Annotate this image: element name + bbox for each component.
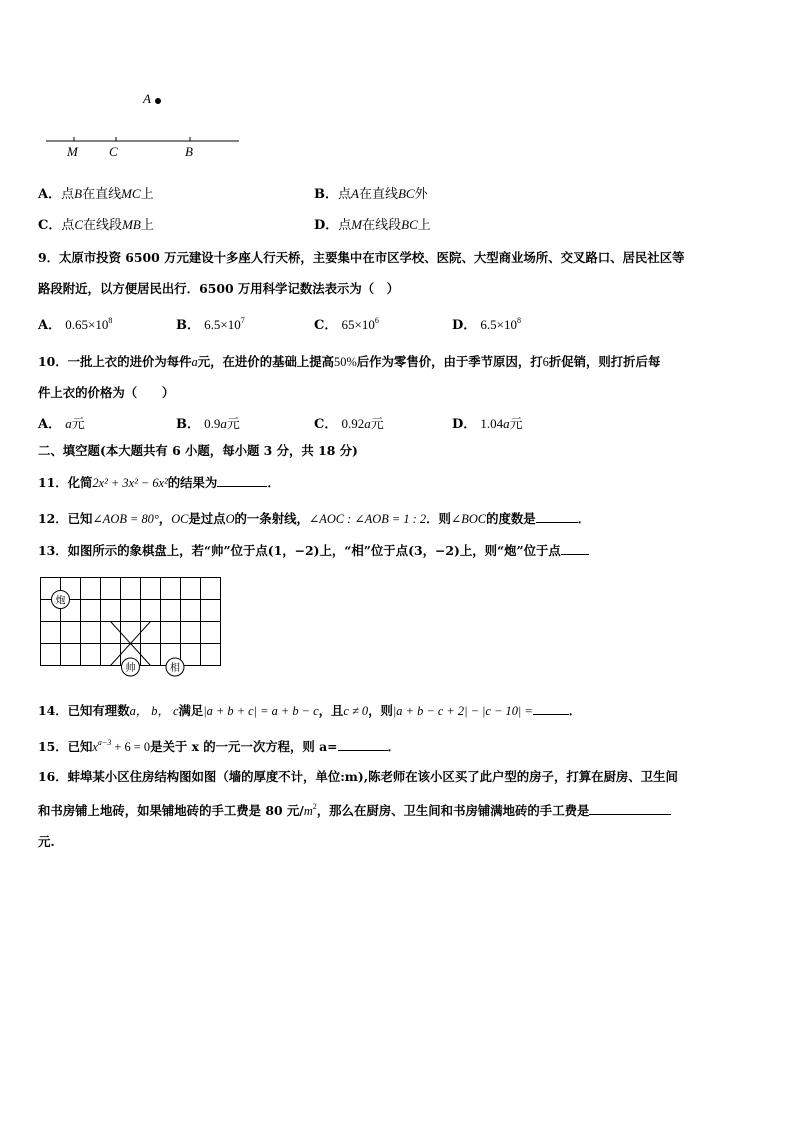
line-figure xyxy=(40,85,250,160)
q8-option-c: C．点C在线段MB上 xyxy=(38,217,154,233)
q10-option-c: C． 0.92a元 xyxy=(314,416,384,432)
q8-option-d: D．点M在线段BC上 xyxy=(314,217,431,233)
q12: 12．已知∠AOB = 80°，OC是过点O的一条射线，∠AOC : ∠AOB = 1 : 2．则∠BOC的度数是 ． xyxy=(38,511,591,526)
q15: 15．已知$x^{a-3} + 6 = 0$是关于 x 的一元一次方程，则 a= ． xyxy=(38,738,400,754)
q11: 11．化简2x² + 3x² − 6x²的结果为 ． xyxy=(38,475,280,490)
q16-line2: 和书房铺上地砖，如果铺地砖的手工费是 80 元$/m^2$，那么在厨房、卫生间和书房铺满地砖的手工费是 xyxy=(38,802,671,819)
piece-shuai xyxy=(122,658,140,676)
q9-option-b: B． $6.5\times 10^7$ xyxy=(176,316,245,333)
q15-answer-blank[interactable] xyxy=(338,738,388,751)
q16-line3: 元. xyxy=(38,834,55,849)
q10-option-a: A． a元 xyxy=(38,416,85,432)
q11-answer-blank[interactable] xyxy=(217,474,267,487)
q9-line1: 9．太原市投资 6500 万元建设十多座人行天桥，主要集中在市区学校、医院、大型商业场所、交叉路口、居民社区等 xyxy=(38,250,685,265)
piece-xiang xyxy=(166,658,184,676)
q8-option-a: A．点B在直线MC上 xyxy=(38,186,154,202)
q10-line2: 件上衣的价格为（ ） xyxy=(38,385,175,400)
piece-xiang-label: 相 xyxy=(170,663,180,674)
point-m-label: M xyxy=(67,144,78,159)
q9-option-c: C． $65\times 10^6$ xyxy=(314,316,379,333)
chess-board-figure xyxy=(38,575,224,678)
point-a-dot xyxy=(155,98,161,104)
point-c-label: C xyxy=(109,144,118,159)
q14: 14．已知有理数a， b， c满足|a + b + c| = a + b − c，且c ≠ 0，则|a + b − c + 2| − |c − 10| = ． xyxy=(38,703,582,718)
q8-option-b: B．点A在直线BC外 xyxy=(314,186,428,202)
piece-shuai-label: 帅 xyxy=(125,663,136,674)
q16-line1: 16．蚌埠某小区住房结构图如图（墙的厚度不计，单位:m),陈老师在该小区买了此户型的房子，打算在厨房、卫生间 xyxy=(38,769,678,784)
q16-answer-blank[interactable] xyxy=(589,802,671,815)
section-2-heading: 二、填空题(本大题共有 6 小题，每小题 3 分，共 18 分) xyxy=(38,443,358,458)
q9-line2: 路段附近，以方便居民出行．6500 万用科学记数法表示为（ ） xyxy=(38,281,399,296)
q10-option-d: D． 1.04a元 xyxy=(452,416,523,432)
q14-answer-blank[interactable] xyxy=(533,702,569,715)
q13-answer-blank[interactable] xyxy=(561,542,589,555)
q12-answer-blank[interactable] xyxy=(536,510,578,523)
q9-option-a: A． $0.65\times 10^8$ xyxy=(38,316,113,333)
point-a-label: A xyxy=(143,91,151,106)
piece-pao xyxy=(52,591,70,609)
q10-line1: 10．一批上衣的进价为每件a元，在进价的基础上提高50%后作为零售价，由于季节原因，打6折促销，则打折后每 xyxy=(38,354,661,369)
q9-option-d: D． $6.5\times 10^8$ xyxy=(452,316,522,333)
point-b-label: B xyxy=(185,144,193,159)
q10-option-b: B． 0.9a元 xyxy=(176,416,240,432)
q13: 13．如图所示的象棋盘上，若“帅”位于点(1，−2)上，“相”位于点(3，−2)上，则“炮”位于点 xyxy=(38,542,589,559)
piece-pao-label: 炮 xyxy=(55,595,66,607)
